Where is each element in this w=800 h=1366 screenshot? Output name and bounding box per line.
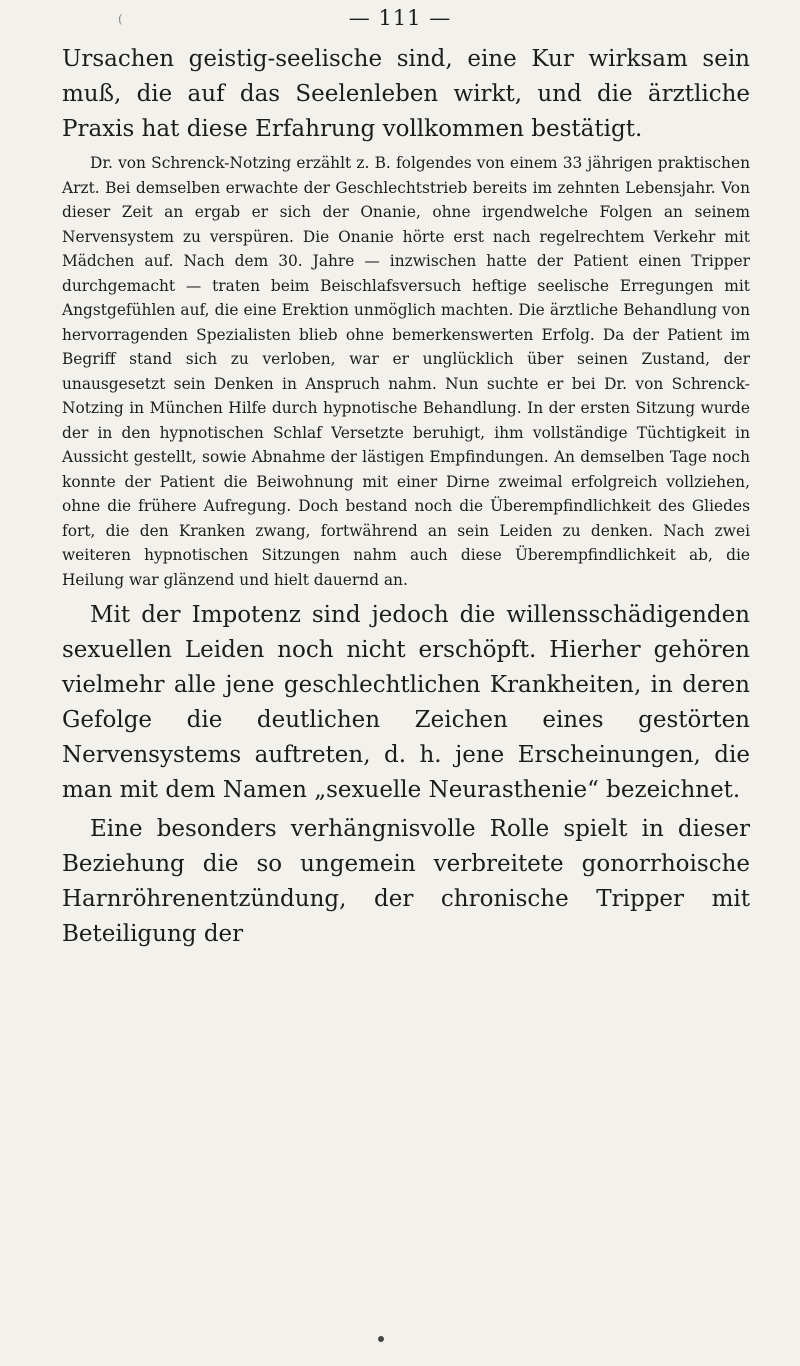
paragraph-intro: Ursachen geistig-seelische sind, eine Kur wirksam sein muß, die auf das Seelenleben wirkt, und die ärztliche Praxis hat diese Erfahrung vollkommen bestätigt. — [62, 46, 750, 142]
paragraph-impotence: Mit der Impotenz sind jedoch die willensschädigenden sexuellen Leiden noch nicht erschöpft. Hierher gehören vielmehr alle jene geschlechtlichen Krankheiten, in deren Gefolge die deutlichen Zeichen eines gestörten Nervensystems auftreten, d. h. jene Erscheinungen, die man mit dem Namen „sexuelle Neurasthenie“ bezeichnet. — [62, 602, 750, 803]
body-text — [62, 42, 750, 956]
paragraph-gonorrhea: Eine besonders verhängnisvolle Rolle spielt in dieser Beziehung die so ungemein verbreitete gonorrhoische Harnröhrenentzündung, der chronische Tripper mit Beteiligung der — [62, 816, 750, 947]
margin-mark: ( — [118, 12, 123, 26]
print-mark — [378, 1336, 384, 1342]
paragraph-case-report: Dr. von Schrenck-Notzing erzählt z. B. folgendes von einem 33 jährigen praktischen Arzt. Bei demselben erwachte der Geschlechtstrieb bereits im zehnten Lebensjahr. Von dieser Zeit an ergab er sich der Onanie, ohne irgendwelche Folgen an seinem Nervensystem zu verspüren. Die Onanie hörte erst nach regelrechtem Verkehr mit Mädchen auf. Nach dem 30. Jahre — inzwischen hatte der Patient einen Tripper durchgemacht — traten beim Beischlafsversuch heftige seelische Erregungen mit Angstgefühlen auf, die eine Erektion unmöglich machten. Die ärztliche Behandlung von hervorragenden Spezialisten blieb ohne bemerkenswerten Erfolg. Da der Patient im Begriff stand sich zu verloben, war er unglücklich über seinen Zustand, der unausgesetzt sein Denken in Anspruch nahm. Nun suchte er bei Dr. von Schrenck-Notzing in München Hilfe durch hypnotische Behandlung. In der ersten Sitzung wurde der in den hypnotischen Schlaf Versetzte beruhigt, ihm vollständige Tüchtigkeit in Aussicht gestellt, sowie Abnahme der lästigen Empfindungen. An demselben Tage noch konnte der Patient die Beiwohnung mit einer Dirne zweimal erfolgreich vollziehen, ohne die frühere Aufregung. Doch bestand noch die Überempfindlichkeit des Gliedes fort, die den Kranken zwang, fortwährend an sein Leiden zu denken. Nach zwei weiteren hypnotischen Sitzungen nahm auch diese Überempfindlichkeit ab, die Heilung war glänzend und hielt dauernd an. — [62, 154, 750, 589]
page-number: — 111 — — [348, 6, 452, 30]
